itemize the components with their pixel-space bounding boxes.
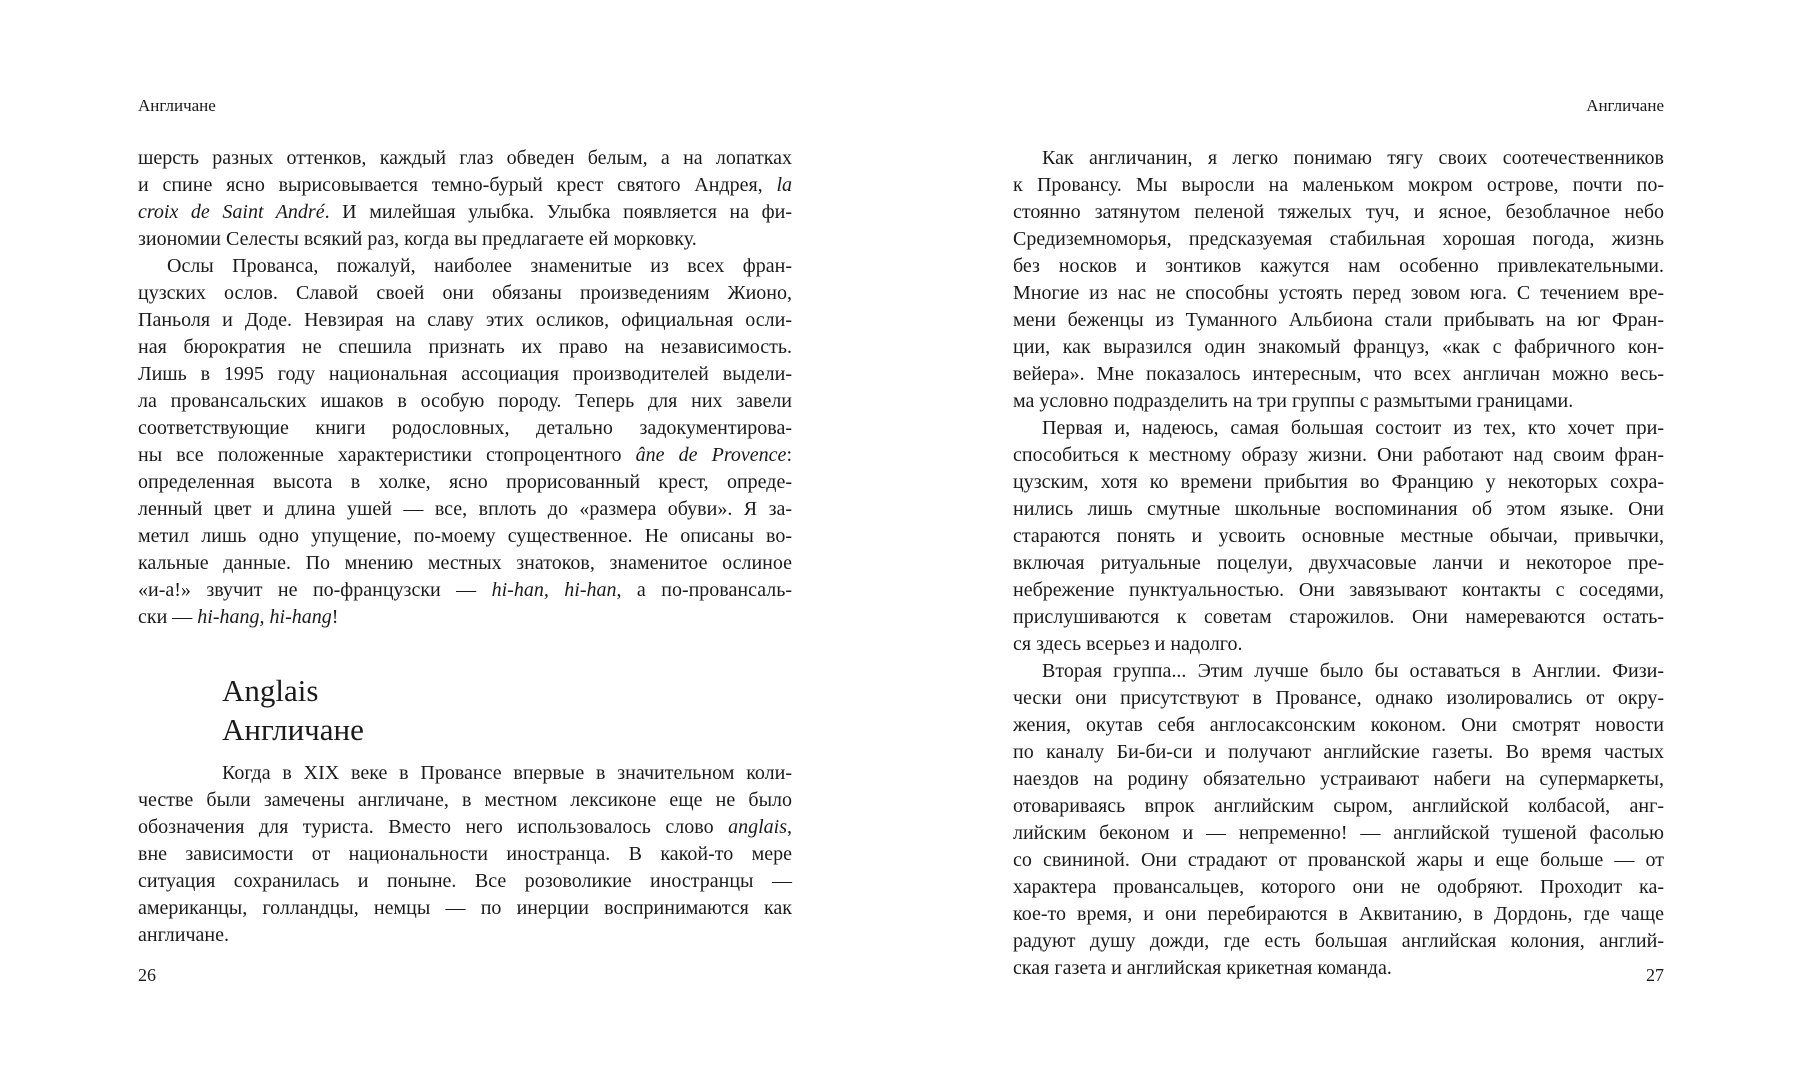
text-segment: зиономии Селесты всякий раз, когда вы предлагаете ей морковку. <box>138 228 697 250</box>
text-segment: вейера». Мне показалось интересным, что всех англичан можно весь- <box>1013 363 1664 385</box>
text-line <box>138 895 792 922</box>
text-segment: соответствующие книги родословных, детально задокументирова- <box>138 417 792 439</box>
text-segment: включая ритуальные поцелуи, двухчасовые ланчи и некоторое пре- <box>1013 552 1664 574</box>
text-segment: Как англичанин, я легко понимаю тягу своих соотечественников <box>1042 147 1664 169</box>
text-segment: кое-то время, и они перебираются в Аквитанию, в Дордонь, где чаще <box>1013 903 1664 925</box>
text-segment: ная бюрократия не спешила признать их право на независимость. <box>138 336 792 358</box>
text-segment: радуют душу дожди, где есть большая английская колония, англий- <box>1013 930 1664 952</box>
text-segment: ции, как выразился один знакомый француз, «как с фабричного кон- <box>1013 336 1664 358</box>
body-text <box>1013 145 1664 982</box>
text-segment: нились лишь смутные школьные воспоминания об этом языке. Они <box>1013 498 1664 520</box>
text-line <box>1013 739 1664 766</box>
text-line <box>1013 469 1664 496</box>
text-segment: ленный цвет и длина ушей — все, вплоть до «размера обуви». Я за- <box>138 498 792 520</box>
text-segment: Паньоля и Доде. Невзирая на славу этих осликов, официальная осли- <box>138 309 792 331</box>
text-segment: ! <box>331 606 339 628</box>
text-line <box>1013 199 1664 226</box>
text-segment: ма условно подразделить на три группы с размытыми границами. <box>1013 390 1574 412</box>
text-segment: стоянно затянутом пеленой тяжелых туч, и ясное, безоблачное небо <box>1013 201 1664 223</box>
text-line <box>1013 874 1664 901</box>
text-line <box>138 577 792 604</box>
paragraph <box>1013 415 1664 658</box>
text-segment: ситуация сохранилась и поныне. Все розоволикие иностранцы — <box>138 870 792 892</box>
text-line <box>138 334 792 361</box>
text-line <box>1013 766 1664 793</box>
text-segment: , <box>787 816 792 838</box>
text-segment: отовариваясь впрок английским сыром, английской колбасой, анг- <box>1013 795 1664 817</box>
text-line <box>1013 604 1664 631</box>
paragraph <box>1013 658 1664 982</box>
text-segment: . И милейшая улыбка. Улыбка появляется на фи- <box>324 201 792 223</box>
text-segment: Ослы Прованса, пожалуй, наиболее знаменитые из всех фран- <box>167 255 792 277</box>
text-segment: Многие из нас не способны устоять перед зовом юга. С течением вре- <box>1013 282 1664 304</box>
text-line <box>138 868 792 895</box>
text-segment: прислушиваются к советам старожилов. Они намереваются остать- <box>1013 606 1664 628</box>
text-line <box>138 496 792 523</box>
text-line <box>1013 523 1664 550</box>
section-heading <box>222 671 364 749</box>
text-line <box>1013 388 1664 415</box>
text-line <box>138 361 792 388</box>
text-line <box>138 814 792 841</box>
text-segment: «и-а!» звучит не по-французски — <box>138 579 492 601</box>
text-line <box>138 145 792 172</box>
text-line <box>1013 712 1664 739</box>
text-segment: определенная высота в холке, ясно прорисованный крест, опреде- <box>138 471 792 493</box>
text-line <box>1013 145 1664 172</box>
text-segment: способиться к местному образу жизни. Они работают над своим фран- <box>1013 444 1664 466</box>
text-segment: без носков и зонтиков кажутся нам особенно привлекательными. <box>1013 255 1664 277</box>
text-line <box>1013 442 1664 469</box>
text-segment: : <box>786 444 792 466</box>
text-line <box>1013 280 1664 307</box>
text-segment: Вторая группа... Этим лучше было бы оставаться в Англии. Физи- <box>1042 660 1664 682</box>
text-segment: американцы, голландцы, немцы — по инерции воспринимаются как <box>138 897 792 919</box>
text-line <box>1013 361 1664 388</box>
section-heading-russian: Англичане <box>222 712 364 747</box>
text-segment: ны все положенные характеристики стопроцентного <box>138 444 636 466</box>
text-line <box>1013 496 1664 523</box>
text-line <box>138 550 792 577</box>
paragraph <box>138 145 792 253</box>
section-heading-french: Anglais <box>222 673 319 708</box>
text-segment: Первая и, надеюсь, самая большая состоит из тех, кто хочет при- <box>1042 417 1664 439</box>
italic-text: hi-han, hi-han <box>491 579 617 601</box>
text-line <box>1013 172 1664 199</box>
text-line <box>138 199 792 226</box>
text-line <box>138 307 792 334</box>
text-segment: жения, окутав себя англосаксонским коконом. Они смотрят новости <box>1013 714 1664 736</box>
text-line <box>138 841 792 868</box>
text-line <box>1013 847 1664 874</box>
text-segment: мени беженцы из Туманного Альбиона стали прибывать на юг Фран- <box>1013 309 1664 331</box>
text-segment: обозначения для туриста. Вместо него использовалось слово <box>138 816 729 838</box>
text-line <box>138 172 792 199</box>
page-number: 26 <box>138 965 156 985</box>
text-segment: вне зависимости от национальности иностранца. В какой-то мере <box>138 843 792 865</box>
text-line <box>138 253 792 280</box>
text-line <box>138 469 792 496</box>
text-segment: кальные данные. По мнению местных знатоков, знаменитое ослиное <box>138 552 792 574</box>
text-segment: стараются понять и усвоить основные местные обычаи, привычки, <box>1013 525 1664 547</box>
text-segment: цузских ослов. Славой своей они обязаны произведениям Жионо, <box>138 282 792 304</box>
text-line <box>138 442 792 469</box>
running-head: Англичане <box>138 96 216 115</box>
text-segment: по каналу Би-би-си и получают английские газеты. Во время частых <box>1013 741 1664 763</box>
text-segment: шерсть разных оттенков, каждый глаз обведен белым, а на лопатках <box>138 147 792 169</box>
text-line <box>1013 550 1664 577</box>
text-line <box>138 280 792 307</box>
italic-text: hi-hang, hi-hang <box>197 606 332 628</box>
text-line <box>138 388 792 415</box>
page-number: 27 <box>1646 965 1664 985</box>
text-line <box>138 415 792 442</box>
text-segment: со свининой. Они страдают от прованской жары и еще больше — от <box>1013 849 1664 871</box>
text-line <box>1013 631 1664 658</box>
text-segment: ся здесь всерьез и надолго. <box>1013 633 1243 655</box>
text-segment: ская газета и английская крикетная команда. <box>1013 957 1392 979</box>
text-segment: честве были замечены англичане, в местном лексиконе еще не было <box>138 789 792 811</box>
text-line <box>138 226 792 253</box>
text-line <box>1013 793 1664 820</box>
body-text-before-heading <box>138 145 792 631</box>
right-page <box>897 0 1795 1080</box>
text-line <box>138 922 792 949</box>
paragraph <box>1013 145 1664 415</box>
paragraph <box>138 253 792 631</box>
body-text-after-heading <box>138 760 792 949</box>
italic-text: la <box>776 174 792 196</box>
text-line <box>1013 334 1664 361</box>
text-line <box>1013 307 1664 334</box>
text-segment: характера провансальцев, которого они не одобряют. Проходит ка- <box>1013 876 1664 898</box>
text-line <box>138 523 792 550</box>
text-segment: Когда в XIX веке в Провансе впервые в значительном коли- <box>222 762 792 784</box>
text-segment: наездов на родину обязательно устраивают набеги на супермаркеты, <box>1013 768 1664 790</box>
left-page <box>0 0 897 1080</box>
text-segment: к Провансу. Мы выросли на маленьком мокром острове, почти по- <box>1013 174 1664 196</box>
text-segment: небрежение пунктуальностью. Они завязывают контакты с соседями, <box>1013 579 1664 601</box>
text-segment: Лишь в 1995 году национальная ассоциация производителей выдели- <box>138 363 792 385</box>
text-segment: ски — <box>138 606 198 628</box>
text-segment: и спине ясно вырисовывается темно-бурый крест святого Андрея, <box>138 174 777 196</box>
text-line <box>1013 901 1664 928</box>
text-line <box>1013 820 1664 847</box>
text-line <box>1013 226 1664 253</box>
text-line <box>1013 253 1664 280</box>
text-segment: ла провансальских ишаков в особую породу. Теперь для них завели <box>138 390 792 412</box>
text-line <box>138 787 792 814</box>
italic-text: anglais <box>728 816 787 838</box>
text-segment: цузским, хотя ко времени прибытия во Францию у некоторых сохра- <box>1013 471 1664 493</box>
text-line <box>1013 577 1664 604</box>
running-head: Англичане <box>1586 96 1664 115</box>
text-segment: , а по-провансаль- <box>616 579 793 601</box>
text-line <box>1013 955 1664 982</box>
text-segment: англичане. <box>138 924 229 946</box>
text-segment: лийским беконом и — непременно! — английской тушеной фасолью <box>1013 822 1664 844</box>
text-segment: чески они присутствуют в Провансе, однако изолировались от окру- <box>1013 687 1664 709</box>
paragraph <box>138 760 792 949</box>
text-line <box>138 604 792 631</box>
text-line <box>1013 415 1664 442</box>
text-line <box>138 760 792 787</box>
text-segment: Средиземноморья, предсказуемая стабильная хорошая погода, жизнь <box>1013 228 1664 250</box>
italic-text: âne de Provence <box>635 444 787 466</box>
italic-text: croix de Saint André <box>138 201 325 223</box>
text-line <box>1013 928 1664 955</box>
text-line <box>1013 658 1664 685</box>
text-line <box>1013 685 1664 712</box>
text-segment: метил лишь одно упущение, по-моему существенное. Не описаны во- <box>138 525 792 547</box>
